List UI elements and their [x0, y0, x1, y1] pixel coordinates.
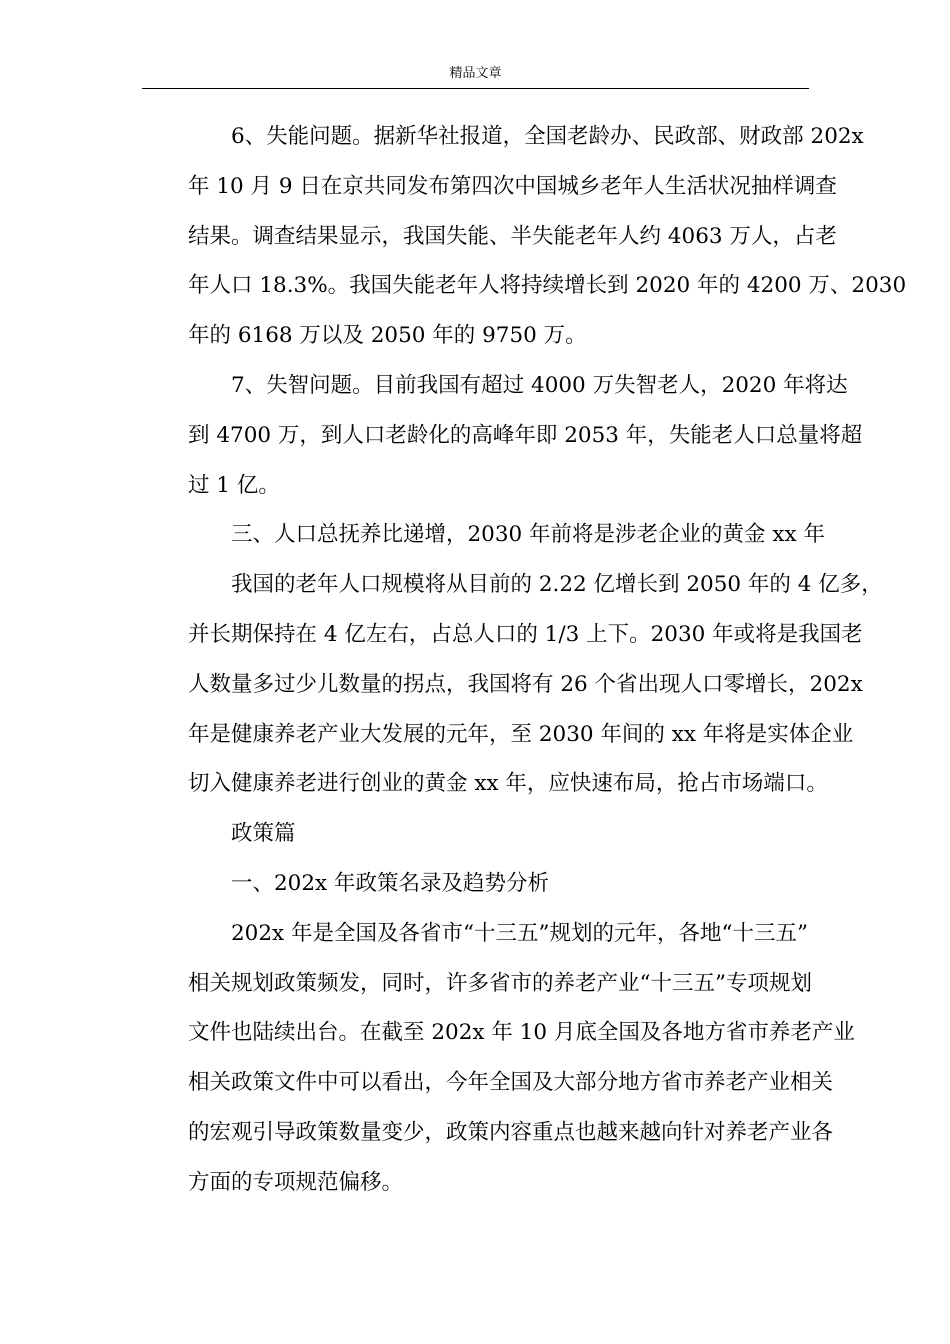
text-line: 年是健康养老产业大发展的元年，至 2030 年间的 xx 年将是实体企业	[188, 721, 854, 747]
paragraph-dementia	[145, 361, 863, 510]
text-line: 一、202x 年政策名录及趋势分析	[231, 870, 549, 896]
paragraph-disability	[145, 112, 907, 361]
text-line: 202x 年是全国及各省市“十三五”规划的元年，各地“十三五”	[231, 920, 808, 946]
text-line: 相关规划政策频发，同时，许多省市的养老产业“十三五”专项规划	[188, 970, 812, 996]
document-body	[145, 112, 907, 1208]
text-line: 年的 6168 万以及 2050 年的 9750 万。	[188, 323, 587, 349]
text-line: 结果。调查结果显示，我国失能、半失能老年人约 4063 万人，占老	[188, 223, 837, 249]
text-line: 年人口 18.3%。我国失能老年人将持续增长到 2020 年的 4200 万、2030	[188, 273, 907, 299]
text-line: 人数量多过少儿数量的拐点，我国将有 26 个省出现人口零增长，202x	[188, 671, 863, 697]
text-line: 相关政策文件中可以看出，今年全国及大部分地方省市养老产业相关	[188, 1070, 834, 1096]
text-line: 并长期保持在 4 亿左右，占总人口的 1/3 上下。2030 年或将是我国老	[188, 621, 863, 647]
text-line: 年 10 月 9 日在京共同发布第四次中国城乡老年人生活状况抽样调查	[188, 173, 837, 199]
text-line: 6、失能问题。据新华社报道，全国老龄办、民政部、财政部 202x	[231, 124, 864, 149]
text-line: 切入健康养老进行创业的黄金 xx 年，应快速布局，抢占市场端口。	[188, 771, 828, 797]
text-line: 我国的老年人口规模将从目前的 2.22 亿增长到 2050 年的 4 亿多，	[231, 572, 883, 598]
header-divider	[142, 88, 809, 89]
section-heading-policy	[145, 809, 807, 859]
paragraph-population-scale	[145, 560, 883, 809]
section-heading-dependency	[145, 510, 825, 560]
text-line: 7、失智问题。目前我国有超过 4000 万失智老人，2020 年将达	[231, 372, 848, 398]
text-line: 方面的专项规范偏移。	[188, 1169, 404, 1195]
text-line: 文件也陆续出台。在截至 202x 年 10 月底全国及各地方省市养老产业	[188, 1020, 855, 1046]
text-line: 三、人口总抚养比递增，2030 年前将是涉老企业的黄金 xx 年	[231, 522, 825, 548]
subheading-policy-list	[145, 859, 807, 909]
text-line: 的宏观引导政策数量变少，政策内容重点也越来越向针对养老产业各	[188, 1119, 834, 1145]
text-line: 政策篇	[231, 821, 296, 847]
text-line: 到 4700 万，到人口老龄化的高峰年即 2053 年，失能老人口总量将超	[188, 422, 863, 448]
page-header: 精品文章	[449, 66, 502, 81]
paragraph-policy-trends	[145, 909, 855, 1208]
text-line: 过 1 亿。	[188, 472, 280, 498]
